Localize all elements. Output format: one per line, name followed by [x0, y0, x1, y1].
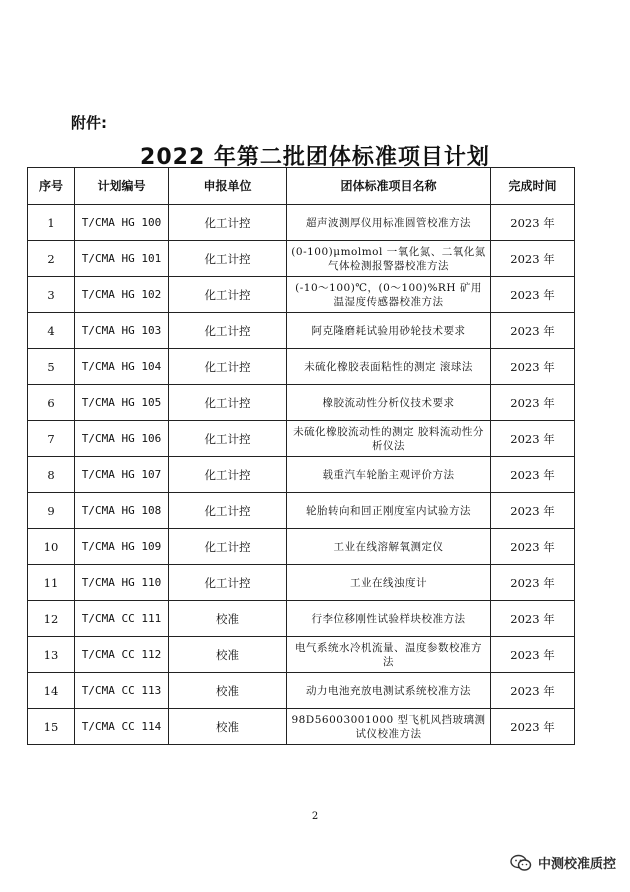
watermark [510, 853, 616, 872]
cell-code: T/CMA CC 113 [75, 673, 169, 709]
cell-seq: 9 [28, 493, 75, 529]
table-row [28, 385, 575, 421]
standards-plan-table [27, 167, 575, 745]
cell-seq: 7 [28, 421, 75, 457]
cell-seq: 3 [28, 277, 75, 313]
cell-code: T/CMA CC 111 [75, 601, 169, 637]
table-row [28, 313, 575, 349]
page-number: 2 [311, 811, 319, 822]
cell-code: T/CMA HG 103 [75, 313, 169, 349]
table-row [28, 601, 575, 637]
cell-time: 2023 年 [491, 457, 575, 493]
table-row [28, 493, 575, 529]
cell-time: 2023 年 [491, 241, 575, 277]
cell-time: 2023 年 [491, 637, 575, 673]
cell-code: T/CMA HG 101 [75, 241, 169, 277]
cell-unit: 化工计控 [169, 493, 287, 529]
cell-name: 动力电池充放电测试系统校准方法 [287, 673, 491, 709]
cell-time: 2023 年 [491, 565, 575, 601]
cell-name: (0-100)μmolmol 一氧化氮、二氧化氮气体检测报警器校准方法 [287, 241, 491, 277]
cell-time: 2023 年 [491, 529, 575, 565]
cell-unit: 化工计控 [169, 385, 287, 421]
cell-time: 2023 年 [491, 277, 575, 313]
header-name: 团体标准项目名称 [287, 168, 491, 205]
cell-unit: 化工计控 [169, 277, 287, 313]
cell-seq: 15 [28, 709, 75, 745]
cell-name: 未硫化橡胶表面粘性的测定 滚球法 [287, 349, 491, 385]
cell-seq: 10 [28, 529, 75, 565]
cell-code: T/CMA HG 100 [75, 205, 169, 241]
cell-code: T/CMA HG 104 [75, 349, 169, 385]
cell-seq: 5 [28, 349, 75, 385]
cell-name: 超声波测厚仪用标准圆管校准方法 [287, 205, 491, 241]
cell-code: T/CMA HG 110 [75, 565, 169, 601]
cell-name: 电气系统水冷机流量、温度参数校准方法 [287, 637, 491, 673]
cell-name: 未硫化橡胶流动性的测定 胶料流动性分析仪法 [287, 421, 491, 457]
cell-code: T/CMA HG 108 [75, 493, 169, 529]
attachment-label: 附件: [71, 114, 107, 132]
cell-unit: 化工计控 [169, 457, 287, 493]
cell-name: 载重汽车轮胎主观评价方法 [287, 457, 491, 493]
cell-name: 工业在线浊度计 [287, 565, 491, 601]
table-row [28, 349, 575, 385]
cell-seq: 1 [28, 205, 75, 241]
table-row [28, 529, 575, 565]
cell-unit: 化工计控 [169, 565, 287, 601]
table-row [28, 277, 575, 313]
table-row [28, 673, 575, 709]
cell-unit: 校准 [169, 709, 287, 745]
cell-name: 98D56003001000 型飞机风挡玻璃测试仪校准方法 [287, 709, 491, 745]
cell-unit: 化工计控 [169, 241, 287, 277]
cell-seq: 11 [28, 565, 75, 601]
table-row [28, 205, 575, 241]
cell-time: 2023 年 [491, 709, 575, 745]
cell-unit: 化工计控 [169, 421, 287, 457]
cell-name: 橡胶流动性分析仪技术要求 [287, 385, 491, 421]
cell-unit: 化工计控 [169, 529, 287, 565]
table-row [28, 565, 575, 601]
cell-time: 2023 年 [491, 349, 575, 385]
table-row [28, 457, 575, 493]
cell-time: 2023 年 [491, 421, 575, 457]
cell-seq: 4 [28, 313, 75, 349]
cell-time: 2023 年 [491, 601, 575, 637]
cell-code: T/CMA HG 105 [75, 385, 169, 421]
cell-seq: 14 [28, 673, 75, 709]
cell-time: 2023 年 [491, 493, 575, 529]
cell-name: 阿克隆磨耗试验用砂轮技术要求 [287, 313, 491, 349]
cell-name: 行李位移刚性试验样块校准方法 [287, 601, 491, 637]
table-row [28, 241, 575, 277]
cell-name: 轮胎转向和回正刚度室内试验方法 [287, 493, 491, 529]
cell-seq: 12 [28, 601, 75, 637]
cell-time: 2023 年 [491, 385, 575, 421]
table-row [28, 421, 575, 457]
cell-seq: 2 [28, 241, 75, 277]
cell-code: T/CMA HG 107 [75, 457, 169, 493]
wechat-icon [510, 854, 532, 872]
header-time: 完成时间 [491, 168, 575, 205]
cell-name: (-10～100)℃，(0～100)%RH 矿用温湿度传感器校准方法 [287, 277, 491, 313]
cell-seq: 13 [28, 637, 75, 673]
cell-time: 2023 年 [491, 313, 575, 349]
header-unit: 申报单位 [169, 168, 287, 205]
cell-code: T/CMA HG 106 [75, 421, 169, 457]
table-row [28, 709, 575, 745]
cell-code: T/CMA CC 112 [75, 637, 169, 673]
table-body [28, 205, 575, 745]
cell-code: T/CMA CC 114 [75, 709, 169, 745]
table-row [28, 637, 575, 673]
header-code: 计划编号 [75, 168, 169, 205]
cell-unit: 校准 [169, 601, 287, 637]
cell-seq: 8 [28, 457, 75, 493]
table-header-row [28, 168, 575, 205]
cell-code: T/CMA HG 102 [75, 277, 169, 313]
cell-seq: 6 [28, 385, 75, 421]
cell-unit: 校准 [169, 673, 287, 709]
document-title: 2022 年第二批团体标准项目计划 [140, 145, 490, 170]
cell-unit: 化工计控 [169, 313, 287, 349]
cell-time: 2023 年 [491, 205, 575, 241]
cell-unit: 化工计控 [169, 205, 287, 241]
cell-name: 工业在线溶解氧测定仪 [287, 529, 491, 565]
cell-unit: 化工计控 [169, 349, 287, 385]
watermark-text: 中测校准质控 [537, 857, 616, 872]
header-seq: 序号 [28, 168, 75, 205]
cell-unit: 校准 [169, 637, 287, 673]
cell-code: T/CMA HG 109 [75, 529, 169, 565]
cell-time: 2023 年 [491, 673, 575, 709]
